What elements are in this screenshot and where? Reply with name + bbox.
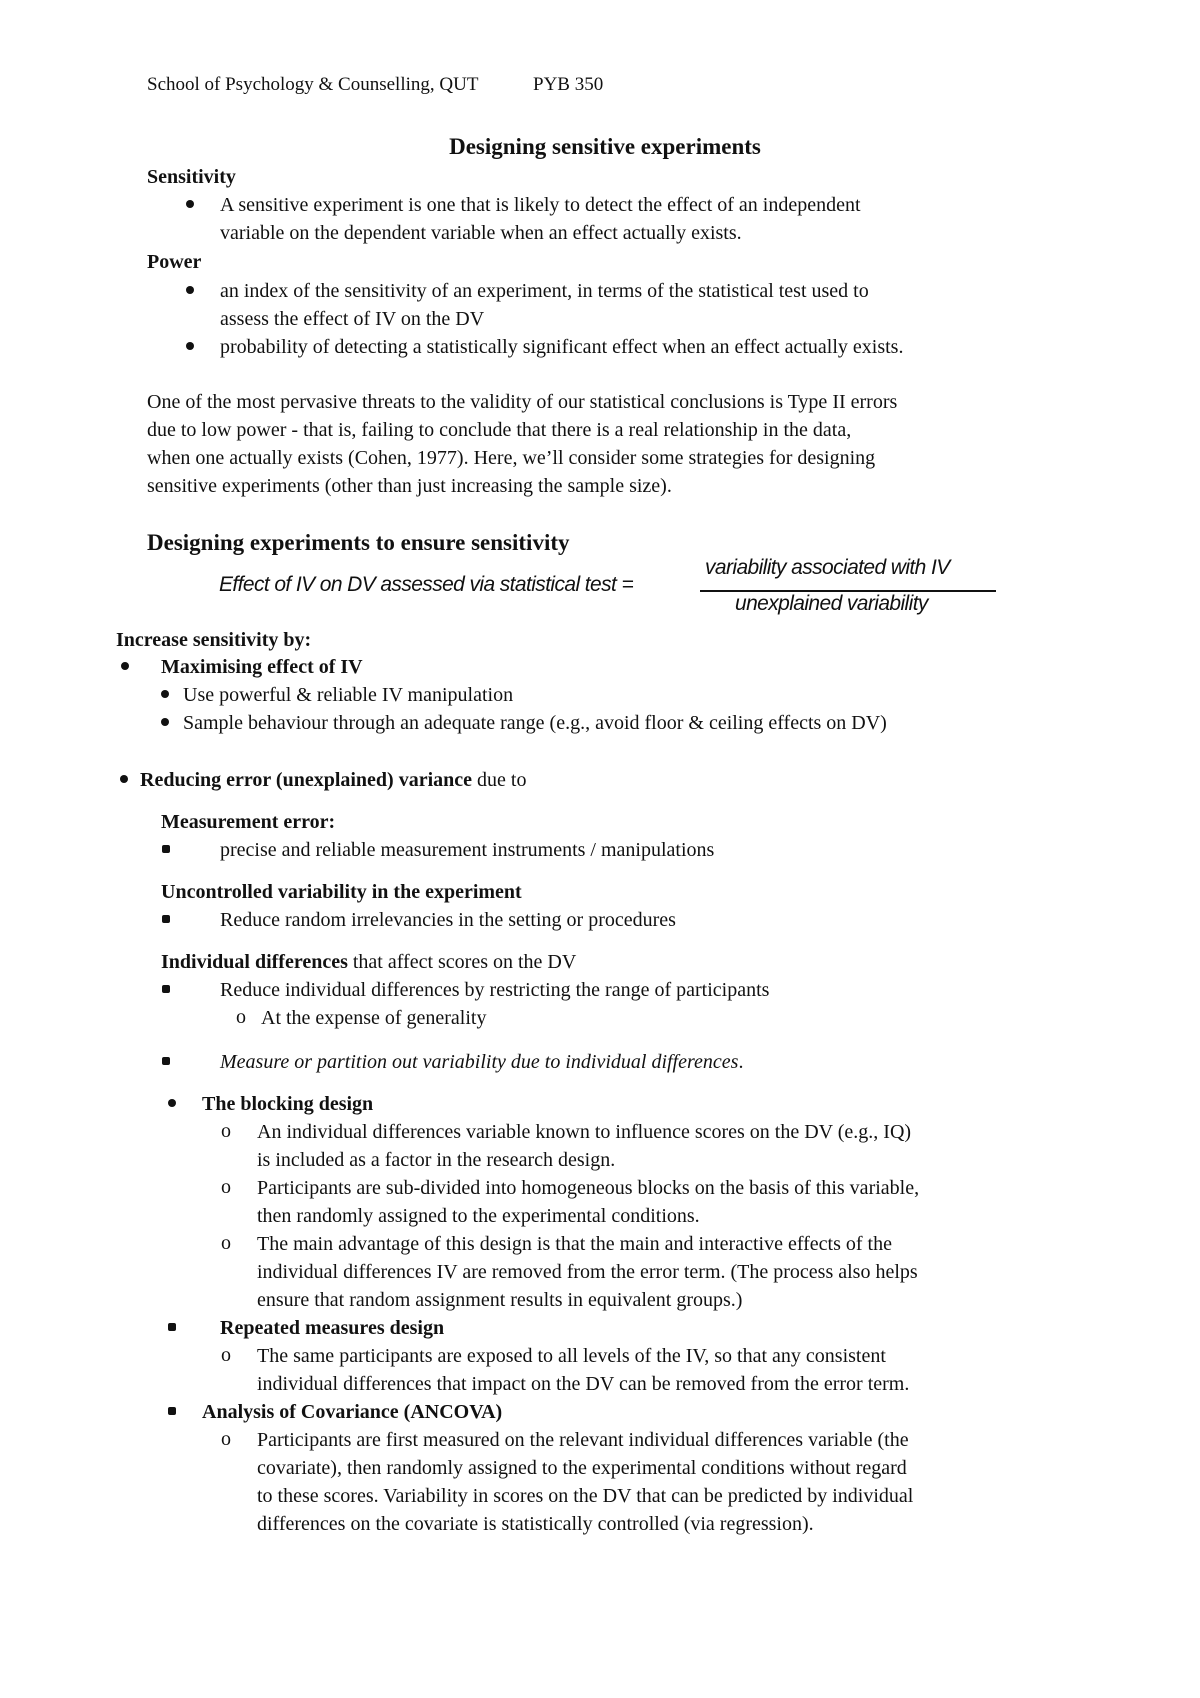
power-heading: Power (147, 251, 202, 273)
measurement-heading: Measurement error: (161, 811, 336, 833)
reducing-heading-bold: Reducing error (unexplained) variance (140, 769, 473, 791)
uncontrolled-item: Reduce random irrelevancies in the setting or procedures (220, 909, 676, 931)
repeated-heading: Repeated measures design (220, 1317, 445, 1339)
bullet-icon (161, 718, 169, 726)
paragraph-line: when one actually exists (Cohen, 1977). Here, we’ll consider some strategies for designing (147, 447, 876, 469)
paragraph-line: sensitive experiments (other than just increasing the sample size). (147, 475, 672, 497)
repeated-text: individual differences that impact on the DV can be removed from the error term. (257, 1373, 910, 1395)
ancova-text: to these scores. Variability in scores on the DV that can be predicted by individual (257, 1485, 914, 1507)
individual-heading-bold: Individual differences (161, 951, 348, 973)
bullet-icon (168, 1407, 176, 1415)
bullet-icon (168, 1323, 176, 1331)
circle-bullet-icon: o (221, 1344, 231, 1366)
formula-denominator: unexplained variability (735, 592, 928, 615)
sensitivity-text-2: variable on the dependent variable when an effect actually exists. (220, 222, 742, 244)
blocking-text: ensure that random assignment results in equivalent groups.) (257, 1289, 743, 1311)
header-course: PYB 350 (533, 74, 604, 95)
bullet-icon (120, 775, 128, 783)
measurement-item: precise and reliable measurement instruments / manipulations (220, 839, 715, 861)
individual-heading (161, 948, 576, 976)
bullet-icon (161, 690, 169, 698)
uncontrolled-heading: Uncontrolled variability in the experiment (161, 881, 522, 903)
maximising-item: Use powerful & reliable IV manipulation (183, 684, 514, 706)
individual-heading-rest: that affect scores on the DV (347, 951, 577, 973)
blocking-text: The main advantage of this design is that the main and interactive effects of the (257, 1233, 892, 1255)
individual-item-italic-end: . (738, 1051, 744, 1073)
individual-item-italic (220, 1048, 743, 1076)
header-school: School of Psychology & Counselling, QUT (147, 74, 479, 95)
ancova-heading: Analysis of Covariance (ANCOVA) (202, 1401, 503, 1423)
bullet-icon (162, 915, 170, 923)
reducing-heading (140, 766, 526, 794)
formula-lhs: Effect of IV on DV assessed via statistical test = (219, 573, 634, 596)
individual-item-italic-text: Measure or partition out variability due to individual differences (220, 1051, 739, 1073)
blocking-text: An individual differences variable known to influence scores on the DV (e.g., IQ) (257, 1121, 912, 1143)
bullet-icon (186, 286, 194, 294)
maximising-item: Sample behaviour through an adequate range (e.g., avoid floor & ceiling effects on DV) (183, 712, 887, 734)
sensitivity-text-1: A sensitive experiment is one that is likely to detect the effect of an independent (220, 194, 861, 216)
page-title: Designing sensitive experiments (449, 134, 761, 159)
circle-bullet-icon: o (221, 1428, 231, 1450)
power-text-2: probability of detecting a statistically significant effect when an effect actually exists. (220, 336, 904, 358)
individual-sub-item: At the expense of generality (261, 1007, 487, 1029)
reducing-heading-rest: due to (472, 769, 527, 791)
blocking-text: then randomly assigned to the experimental conditions. (257, 1205, 700, 1227)
bullet-icon (162, 845, 170, 853)
bullet-icon (162, 985, 170, 993)
bullet-icon (162, 1057, 170, 1065)
blocking-text: is included as a factor in the research design. (257, 1149, 616, 1171)
individual-item: Reduce individual differences by restricting the range of participants (220, 979, 770, 1001)
ancova-text: Participants are first measured on the relevant individual differences variable (the (257, 1429, 909, 1451)
paragraph-line: One of the most pervasive threats to the validity of our statistical conclusions is Type II errors (147, 391, 898, 413)
circle-bullet-icon: o (221, 1232, 231, 1254)
bullet-icon (186, 200, 194, 208)
maximising-heading: Maximising effect of IV (161, 656, 363, 678)
increase-heading: Increase sensitivity by: (116, 629, 312, 651)
power-text-1a: an index of the sensitivity of an experiment, in terms of the statistical test used to (220, 280, 869, 302)
bullet-icon (121, 662, 129, 670)
blocking-text: Participants are sub-divided into homogeneous blocks on the basis of this variable, (257, 1177, 920, 1199)
circle-bullet-icon: o (221, 1176, 231, 1198)
blocking-text: individual differences IV are removed from the error term. (The process also helps (257, 1261, 918, 1283)
repeated-text: The same participants are exposed to all levels of the IV, so that any consistent (257, 1345, 886, 1367)
bullet-icon (186, 342, 194, 350)
formula-numerator: variability associated with IV (705, 556, 950, 579)
ancova-text: covariate), then randomly assigned to the experimental conditions without regard (257, 1457, 907, 1479)
sensitivity-heading: Sensitivity (147, 166, 236, 188)
paragraph-line: due to low power - that is, failing to conclude that there is a real relationship in the data, (147, 419, 852, 441)
section-heading: Designing experiments to ensure sensitivity (147, 530, 570, 555)
power-text-1b: assess the effect of IV on the DV (220, 308, 485, 330)
circle-bullet-icon: o (236, 1006, 246, 1028)
circle-bullet-icon: o (221, 1120, 231, 1142)
bullet-icon (168, 1099, 176, 1107)
blocking-heading: The blocking design (202, 1093, 374, 1115)
ancova-text: differences on the covariate is statistically controlled (via regression). (257, 1513, 814, 1535)
